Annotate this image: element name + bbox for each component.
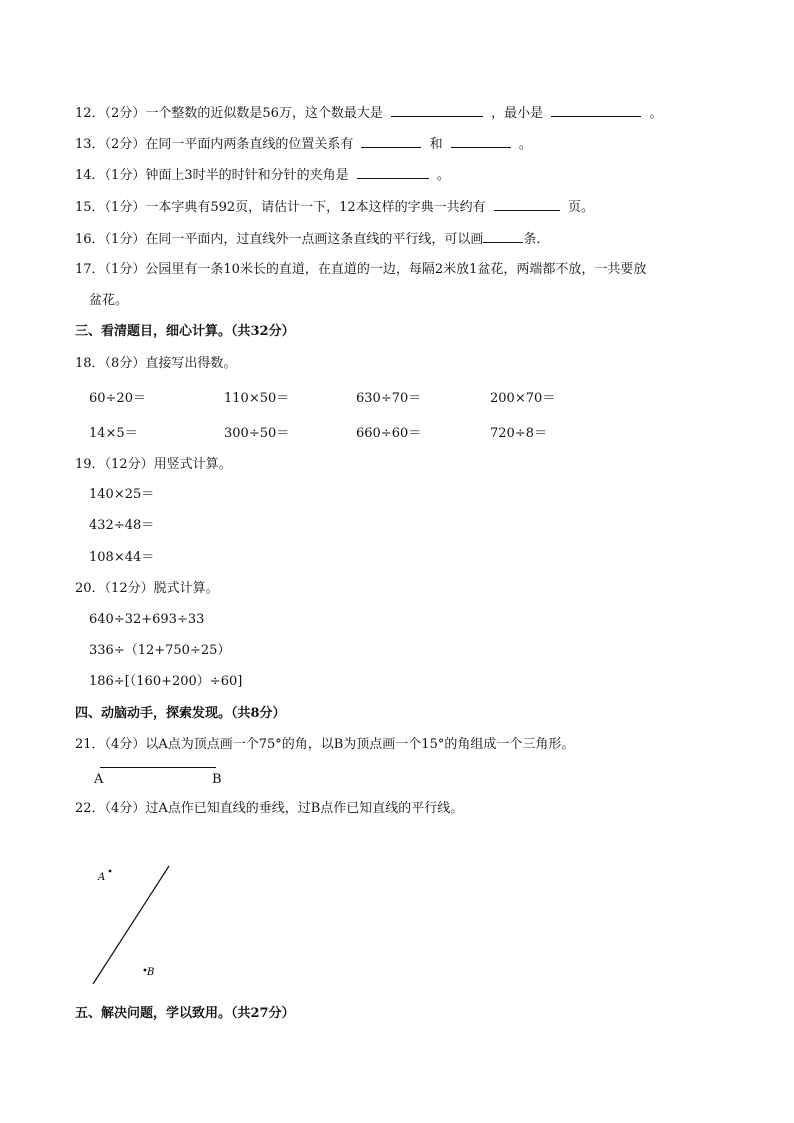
q18-item: 60÷20＝ [89,391,146,406]
section-4-title: 四、动脑动手，探索发现。（共8分） [75,706,286,721]
q19-item: 432÷48＝ [89,518,155,533]
q13-mid: 和 [429,137,443,152]
q20-item: 336÷（12+750÷25） [89,643,231,658]
q19-item: 108×44＝ [89,550,155,565]
q20-item: 640÷32+693÷33 [89,612,205,627]
question-19-title: 19．（12分）用竖式计算。 [75,457,232,472]
question-18-title: 18．（8分）直接写出得数。 [75,356,237,371]
question-22-title: 22．（4分）过A点作已知直线的垂线，过B点作已知直线的平行线。 [75,801,464,816]
q16-end: 条． [523,232,550,247]
question-20-title: 20．（12分）脱式计算。 [75,581,219,596]
q14-end: 。 [436,168,450,183]
q12-lead: 12．（2分）一个整数的近似数是56万，这个数最大是 [75,106,383,121]
q12-mid: ，最小是 [491,106,544,121]
q18-item: 200×70＝ [490,391,556,406]
q19-item: 140×25＝ [89,487,155,502]
point-b-label: B [212,772,222,787]
q18-item: 720÷8＝ [490,426,547,441]
q14-lead: 14．（1分）钟面上3时半的时针和分针的夹角是 [75,168,349,183]
q15-end: 页。 [567,200,594,215]
point-b-dot [144,969,147,972]
q22-point-a-label: A [98,872,106,883]
q18-item: 14×5＝ [89,426,138,441]
question-21-title: 21．（4分）以A点为顶点画一个75°的角，以B为顶点画一个15°的角组成一个三角形。 [75,737,575,752]
q22-point-b-label: B [147,967,155,978]
point-a-dot [109,870,112,873]
q13-end: 。 [518,137,532,152]
given-line [93,866,169,984]
q15-lead: 15．（1分）一本字典有592页，请估计一下，12本这样的字典一共约有 [75,200,486,215]
q13-lead: 13．（2分）在同一平面内两条直线的位置关系有 [75,137,354,152]
q12-end: 。 [649,106,663,121]
q18-item: 630÷70＝ [356,391,422,406]
q18-item: 300÷50＝ [224,426,290,441]
q18-item: 110×50＝ [224,391,290,406]
question-17-line2: 盆花。 [89,293,129,308]
point-a-label: A [94,772,104,787]
q20-item: 186÷[（160+200）÷60] [89,674,243,689]
q16-lead: 16．（1分）在同一平面内，过直线外一点画这条直线的平行线，可以画 [75,232,484,247]
question-17-line1: 17．（1分）公园里有一条10米长的直道，在直道的一边，每隔2米放1盆花，两端都不放，一共要放 [75,262,647,277]
section-3-title: 三、看清题目，细心计算。（共32分） [75,324,295,339]
section-5-title: 五、解决问题，学以致用。（共27分） [75,1006,295,1021]
q18-item: 660÷60＝ [356,426,422,441]
